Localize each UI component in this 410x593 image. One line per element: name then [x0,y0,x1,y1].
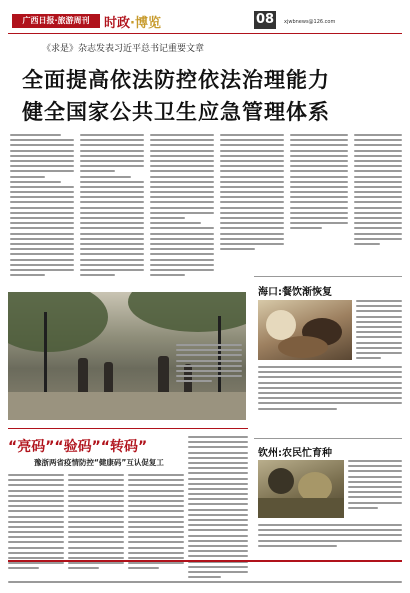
lead-body-column-3 [150,134,214,276]
side-story-1-rule [254,276,402,277]
masthead-rule [8,33,402,34]
side-story-2-headline: 钦州:农民忙育种 [258,448,332,459]
second-story-column-4 [188,436,248,578]
footer-imprint [8,581,402,587]
side-story-1-photo [258,300,352,360]
lead-body-column-4 [220,134,284,250]
footer-rule [8,560,402,562]
lead-headline-line1: 全面提高依法防控依法治理能力 [22,68,330,92]
newspaper-logo: 广西日报·旅游周刊 [12,14,100,28]
second-story-headline: “亮码”“验码”“转码” [8,439,148,455]
contact-email: xjwbnews@126.com [284,19,336,25]
lead-body-column-6 [354,134,402,245]
page-number: 08 [255,12,275,27]
lead-body-column-1 [10,134,74,276]
side-story-2-caption [348,460,402,509]
section-accent: ·博览 [130,16,161,31]
lead-kicker: 《求是》杂志发表习近平总书记重要文章 [42,44,205,54]
section-title [104,12,161,31]
side-story-1-caption [356,300,402,359]
section-label: 时政 [104,16,131,31]
side-story-1-body [258,366,402,410]
masthead [8,6,402,32]
lead-headline-line2: 健全国家公共卫生应急管理体系 [22,100,330,124]
side-story-2-rule [254,438,402,439]
lead-body-column-5 [290,134,348,229]
side-story-2-photo [258,460,344,518]
main-photo-caption [176,344,242,382]
second-story-deck: 豫浙两省疫情防控“健康码”互认促复工 [34,458,164,467]
lead-body-column-2 [80,134,144,276]
second-story-column-1 [8,474,64,569]
second-story-column-2 [68,474,124,569]
second-story-column-3 [128,474,184,569]
second-story-rule [8,428,248,429]
side-story-2-body [258,524,402,547]
side-story-1-headline: 海口:餐饮渐恢复 [258,287,332,298]
